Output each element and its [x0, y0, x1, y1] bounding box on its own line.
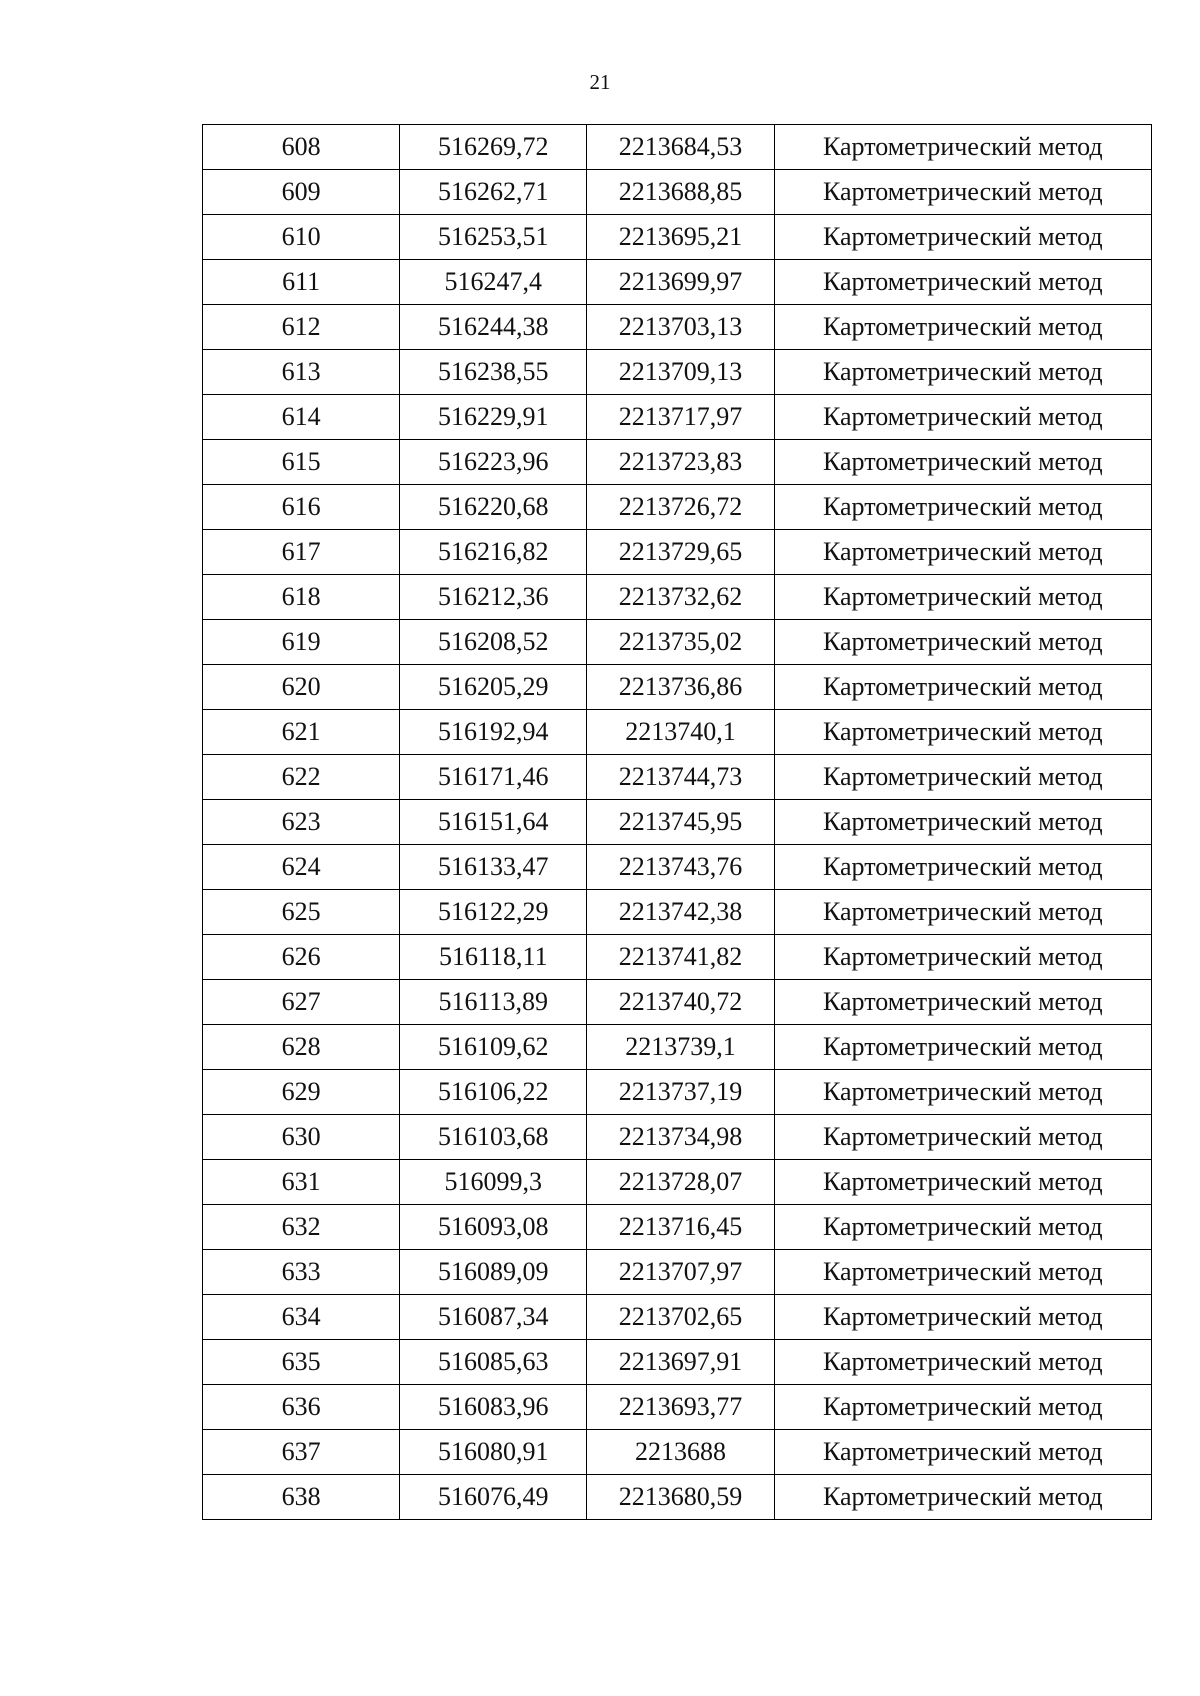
x-coordinate-cell: 516223,96 [400, 440, 587, 485]
table-row [203, 305, 1152, 350]
x-coordinate-cell: 516089,09 [400, 1250, 587, 1295]
method-cell: Картометрический метод [774, 305, 1151, 350]
method-cell: Картометрический метод [774, 1430, 1151, 1475]
method-cell: Картометрический метод [774, 1160, 1151, 1205]
table-row [203, 1340, 1152, 1385]
point-number-cell: 635 [203, 1340, 400, 1385]
point-number-cell: 630 [203, 1115, 400, 1160]
table-row [203, 215, 1152, 260]
point-number-cell: 614 [203, 395, 400, 440]
method-cell: Картометрический метод [774, 710, 1151, 755]
table-row [203, 170, 1152, 215]
table-row [203, 575, 1152, 620]
table-row [203, 1295, 1152, 1340]
x-coordinate-cell: 516099,3 [400, 1160, 587, 1205]
table-row [203, 665, 1152, 710]
table-row [203, 980, 1152, 1025]
y-coordinate-cell: 2213688 [587, 1430, 774, 1475]
y-coordinate-cell: 2213726,72 [587, 485, 774, 530]
x-coordinate-cell: 516109,62 [400, 1025, 587, 1070]
table-row [203, 620, 1152, 665]
method-cell: Картометрический метод [774, 665, 1151, 710]
coordinates-table [202, 124, 1152, 1520]
table-row [203, 1070, 1152, 1115]
method-cell: Картометрический метод [774, 1295, 1151, 1340]
method-cell: Картометрический метод [774, 485, 1151, 530]
x-coordinate-cell: 516205,29 [400, 665, 587, 710]
method-cell: Картометрический метод [774, 170, 1151, 215]
point-number-cell: 608 [203, 125, 400, 170]
table-row [203, 1385, 1152, 1430]
method-cell: Картометрический метод [774, 980, 1151, 1025]
y-coordinate-cell: 2213684,53 [587, 125, 774, 170]
table-row [203, 800, 1152, 845]
x-coordinate-cell: 516171,46 [400, 755, 587, 800]
y-coordinate-cell: 2213723,83 [587, 440, 774, 485]
method-cell: Картометрический метод [774, 440, 1151, 485]
table-row [203, 755, 1152, 800]
y-coordinate-cell: 2213734,98 [587, 1115, 774, 1160]
table-row [203, 440, 1152, 485]
y-coordinate-cell: 2213693,77 [587, 1385, 774, 1430]
method-cell: Картометрический метод [774, 1250, 1151, 1295]
point-number-cell: 637 [203, 1430, 400, 1475]
y-coordinate-cell: 2213742,38 [587, 890, 774, 935]
x-coordinate-cell: 516269,72 [400, 125, 587, 170]
method-cell: Картометрический метод [774, 755, 1151, 800]
x-coordinate-cell: 516080,91 [400, 1430, 587, 1475]
x-coordinate-cell: 516229,91 [400, 395, 587, 440]
y-coordinate-cell: 2213702,65 [587, 1295, 774, 1340]
y-coordinate-cell: 2213680,59 [587, 1475, 774, 1520]
x-coordinate-cell: 516238,55 [400, 350, 587, 395]
y-coordinate-cell: 2213732,62 [587, 575, 774, 620]
page-number: 21 [589, 70, 611, 94]
x-coordinate-cell: 516216,82 [400, 530, 587, 575]
method-cell: Картометрический метод [774, 935, 1151, 980]
table-row [203, 125, 1152, 170]
point-number-cell: 618 [203, 575, 400, 620]
x-coordinate-cell: 516093,08 [400, 1205, 587, 1250]
x-coordinate-cell: 516085,63 [400, 1340, 587, 1385]
method-cell: Картометрический метод [774, 530, 1151, 575]
x-coordinate-cell: 516122,29 [400, 890, 587, 935]
method-cell: Картометрический метод [774, 125, 1151, 170]
point-number-cell: 620 [203, 665, 400, 710]
y-coordinate-cell: 2213741,82 [587, 935, 774, 980]
x-coordinate-cell: 516087,34 [400, 1295, 587, 1340]
method-cell: Картометрический метод [774, 1070, 1151, 1115]
point-number-cell: 609 [203, 170, 400, 215]
method-cell: Картометрический метод [774, 1475, 1151, 1520]
y-coordinate-cell: 2213735,02 [587, 620, 774, 665]
x-coordinate-cell: 516118,11 [400, 935, 587, 980]
y-coordinate-cell: 2213695,21 [587, 215, 774, 260]
table-row [203, 1205, 1152, 1250]
point-number-cell: 622 [203, 755, 400, 800]
point-number-cell: 613 [203, 350, 400, 395]
x-coordinate-cell: 516247,4 [400, 260, 587, 305]
x-coordinate-cell: 516133,47 [400, 845, 587, 890]
point-number-cell: 627 [203, 980, 400, 1025]
method-cell: Картометрический метод [774, 1205, 1151, 1250]
point-number-cell: 634 [203, 1295, 400, 1340]
table-row [203, 935, 1152, 980]
y-coordinate-cell: 2213707,97 [587, 1250, 774, 1295]
point-number-cell: 617 [203, 530, 400, 575]
method-cell: Картометрический метод [774, 1115, 1151, 1160]
x-coordinate-cell: 516192,94 [400, 710, 587, 755]
x-coordinate-cell: 516151,64 [400, 800, 587, 845]
table-row [203, 260, 1152, 305]
y-coordinate-cell: 2213717,97 [587, 395, 774, 440]
y-coordinate-cell: 2213728,07 [587, 1160, 774, 1205]
x-coordinate-cell: 516106,22 [400, 1070, 587, 1115]
point-number-cell: 626 [203, 935, 400, 980]
y-coordinate-cell: 2213744,73 [587, 755, 774, 800]
x-coordinate-cell: 516113,89 [400, 980, 587, 1025]
y-coordinate-cell: 2213739,1 [587, 1025, 774, 1070]
point-number-cell: 631 [203, 1160, 400, 1205]
point-number-cell: 636 [203, 1385, 400, 1430]
point-number-cell: 633 [203, 1250, 400, 1295]
y-coordinate-cell: 2213716,45 [587, 1205, 774, 1250]
table-row [203, 1160, 1152, 1205]
table-row [203, 890, 1152, 935]
method-cell: Картометрический метод [774, 1385, 1151, 1430]
table-row [203, 1115, 1152, 1160]
point-number-cell: 615 [203, 440, 400, 485]
point-number-cell: 625 [203, 890, 400, 935]
method-cell: Картометрический метод [774, 395, 1151, 440]
x-coordinate-cell: 516220,68 [400, 485, 587, 530]
y-coordinate-cell: 2213688,85 [587, 170, 774, 215]
method-cell: Картометрический метод [774, 1340, 1151, 1385]
y-coordinate-cell: 2213737,19 [587, 1070, 774, 1115]
x-coordinate-cell: 516212,36 [400, 575, 587, 620]
method-cell: Картометрический метод [774, 260, 1151, 305]
method-cell: Картометрический метод [774, 215, 1151, 260]
method-cell: Картометрический метод [774, 800, 1151, 845]
table-row [203, 845, 1152, 890]
method-cell: Картометрический метод [774, 890, 1151, 935]
y-coordinate-cell: 2213703,13 [587, 305, 774, 350]
point-number-cell: 632 [203, 1205, 400, 1250]
point-number-cell: 611 [203, 260, 400, 305]
y-coordinate-cell: 2213745,95 [587, 800, 774, 845]
table-row [203, 530, 1152, 575]
point-number-cell: 612 [203, 305, 400, 350]
x-coordinate-cell: 516262,71 [400, 170, 587, 215]
point-number-cell: 629 [203, 1070, 400, 1115]
y-coordinate-cell: 2213740,72 [587, 980, 774, 1025]
y-coordinate-cell: 2213740,1 [587, 710, 774, 755]
x-coordinate-cell: 516244,38 [400, 305, 587, 350]
point-number-cell: 619 [203, 620, 400, 665]
point-number-cell: 621 [203, 710, 400, 755]
point-number-cell: 624 [203, 845, 400, 890]
x-coordinate-cell: 516076,49 [400, 1475, 587, 1520]
method-cell: Картометрический метод [774, 575, 1151, 620]
table-row [203, 395, 1152, 440]
table-row [203, 485, 1152, 530]
method-cell: Картометрический метод [774, 350, 1151, 395]
table-row [203, 350, 1152, 395]
x-coordinate-cell: 516103,68 [400, 1115, 587, 1160]
point-number-cell: 638 [203, 1475, 400, 1520]
y-coordinate-cell: 2213743,76 [587, 845, 774, 890]
y-coordinate-cell: 2213709,13 [587, 350, 774, 395]
table-row [203, 1025, 1152, 1070]
point-number-cell: 623 [203, 800, 400, 845]
y-coordinate-cell: 2213736,86 [587, 665, 774, 710]
table-row [203, 1475, 1152, 1520]
point-number-cell: 610 [203, 215, 400, 260]
y-coordinate-cell: 2213699,97 [587, 260, 774, 305]
y-coordinate-cell: 2213697,91 [587, 1340, 774, 1385]
table-row [203, 1250, 1152, 1295]
method-cell: Картометрический метод [774, 620, 1151, 665]
table-row [203, 710, 1152, 755]
table-row [203, 1430, 1152, 1475]
point-number-cell: 616 [203, 485, 400, 530]
x-coordinate-cell: 516083,96 [400, 1385, 587, 1430]
point-number-cell: 628 [203, 1025, 400, 1070]
method-cell: Картометрический метод [774, 845, 1151, 890]
coordinates-table-body [203, 125, 1152, 1520]
x-coordinate-cell: 516253,51 [400, 215, 587, 260]
x-coordinate-cell: 516208,52 [400, 620, 587, 665]
method-cell: Картометрический метод [774, 1025, 1151, 1070]
y-coordinate-cell: 2213729,65 [587, 530, 774, 575]
